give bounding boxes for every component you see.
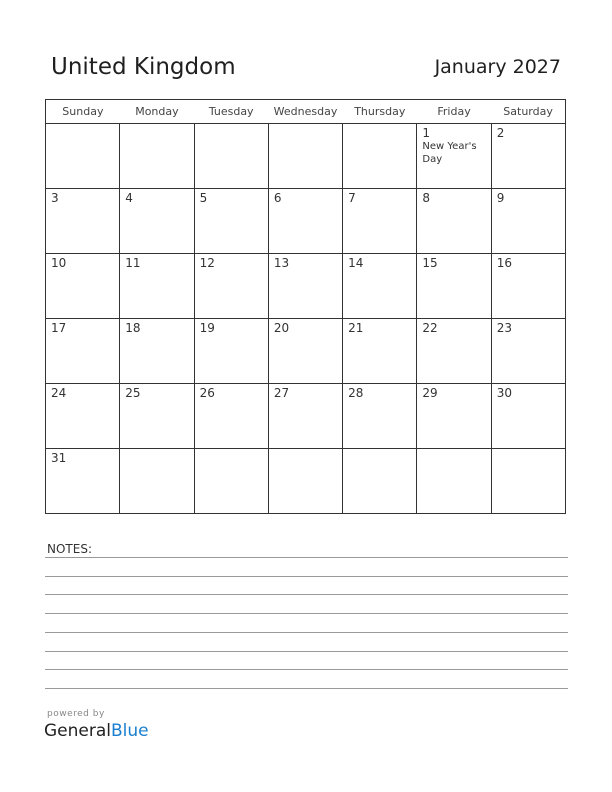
day-cell[interactable] — [268, 124, 342, 189]
day-cell[interactable] — [491, 449, 565, 514]
weekday-header: Sunday — [46, 100, 120, 124]
weekday-header: Monday — [120, 100, 194, 124]
day-number: 13 — [273, 256, 290, 270]
note-line — [45, 576, 568, 577]
day-cell[interactable] — [491, 189, 565, 254]
day-number: 16 — [496, 256, 512, 270]
day-cell[interactable] — [417, 189, 491, 254]
day-number: 17 — [51, 321, 67, 335]
day-cell[interactable] — [491, 254, 565, 319]
weekday-header: Thursday — [343, 100, 417, 124]
day-cell[interactable] — [46, 384, 120, 449]
day-cell[interactable] — [46, 254, 120, 319]
day-cell[interactable] — [491, 124, 565, 189]
weekday-header: Wednesday — [268, 100, 342, 124]
day-cell[interactable] — [343, 254, 417, 319]
day-cell[interactable] — [194, 449, 268, 514]
day-number: 26 — [199, 386, 215, 400]
day-number: 28 — [348, 386, 364, 400]
day-number: 12 — [199, 256, 215, 270]
day-cell[interactable] — [120, 384, 194, 449]
day-number: 23 — [496, 321, 512, 335]
calendar-month-title: January 2027 — [434, 56, 561, 78]
day-cell[interactable] — [194, 189, 268, 254]
note-line — [45, 594, 568, 595]
day-number: 8 — [422, 191, 431, 205]
day-number: 14 — [348, 256, 364, 270]
day-number: 1 — [422, 126, 431, 140]
day-cell[interactable] — [268, 254, 342, 319]
day-cell[interactable] — [417, 449, 491, 514]
brand-blue-text: Blue — [111, 721, 149, 741]
calendar-body — [46, 124, 566, 514]
day-number: 27 — [273, 386, 290, 400]
day-cell[interactable] — [268, 384, 342, 449]
note-line — [45, 651, 568, 652]
day-cell[interactable] — [417, 254, 491, 319]
day-number: 10 — [51, 256, 67, 270]
day-number: 9 — [496, 191, 505, 205]
day-number: 21 — [348, 321, 364, 335]
day-number: 2 — [496, 126, 505, 140]
day-cell[interactable] — [120, 254, 194, 319]
day-cell[interactable] — [343, 124, 417, 189]
day-cell[interactable] — [46, 124, 120, 189]
day-cell[interactable] — [120, 124, 194, 189]
day-cell[interactable] — [194, 124, 268, 189]
day-cell[interactable] — [46, 449, 120, 514]
day-cell[interactable] — [491, 319, 565, 384]
powered-by-label: powered by — [47, 709, 105, 719]
day-cell[interactable] — [194, 254, 268, 319]
day-cell[interactable] — [417, 384, 491, 449]
day-cell[interactable] — [46, 189, 120, 254]
brand-general-text: General — [44, 721, 111, 741]
day-number: 19 — [199, 321, 215, 335]
note-line — [45, 688, 568, 689]
day-cell[interactable] — [268, 319, 342, 384]
day-cell[interactable] — [343, 319, 417, 384]
day-number: 6 — [273, 191, 282, 205]
holiday-label: New Year's Day — [422, 141, 477, 165]
day-cell[interactable] — [343, 449, 417, 514]
calendar-week-row — [46, 124, 566, 189]
notes-label: NOTES: — [47, 542, 92, 556]
day-number: 3 — [51, 191, 59, 205]
note-line — [45, 613, 568, 614]
calendar-week-row — [46, 189, 566, 254]
day-cell[interactable] — [46, 319, 120, 384]
day-number: 7 — [348, 191, 356, 205]
calendar-week-row — [46, 254, 566, 319]
day-number: 31 — [51, 451, 67, 465]
day-number: 22 — [422, 321, 438, 335]
calendar-week-row — [46, 449, 566, 514]
weekday-header: Tuesday — [194, 100, 268, 124]
day-number: 5 — [199, 191, 208, 205]
day-number: 18 — [125, 321, 141, 335]
day-cell[interactable] — [194, 319, 268, 384]
day-number: 30 — [496, 386, 512, 400]
note-line — [45, 669, 568, 670]
day-cell[interactable] — [343, 384, 417, 449]
day-number: 29 — [422, 386, 438, 400]
day-cell[interactable] — [194, 384, 268, 449]
calendar-week-row — [46, 384, 566, 449]
weekday-header: Friday — [417, 100, 491, 124]
day-number: 4 — [125, 191, 133, 205]
day-number: 25 — [125, 386, 141, 400]
note-line — [45, 632, 568, 633]
day-number: 20 — [273, 321, 290, 335]
day-cell[interactable] — [120, 189, 194, 254]
day-number: 11 — [125, 256, 141, 270]
day-cell[interactable] — [268, 189, 342, 254]
day-cell[interactable] — [268, 449, 342, 514]
day-cell[interactable] — [491, 384, 565, 449]
calendar-week-row — [46, 319, 566, 384]
calendar-country-title: United Kingdom — [51, 54, 236, 80]
day-number: 15 — [422, 256, 438, 270]
note-line — [45, 557, 568, 558]
generalblue-logo[interactable] — [44, 721, 149, 741]
day-cell[interactable] — [120, 319, 194, 384]
day-cell[interactable] — [343, 189, 417, 254]
day-cell[interactable] — [417, 124, 491, 189]
day-cell[interactable] — [417, 319, 491, 384]
day-number: 24 — [51, 386, 67, 400]
weekday-header: Saturday — [491, 100, 565, 124]
day-cell[interactable] — [120, 449, 194, 514]
weekday-header-row — [46, 100, 566, 124]
calendar-grid — [45, 99, 566, 514]
